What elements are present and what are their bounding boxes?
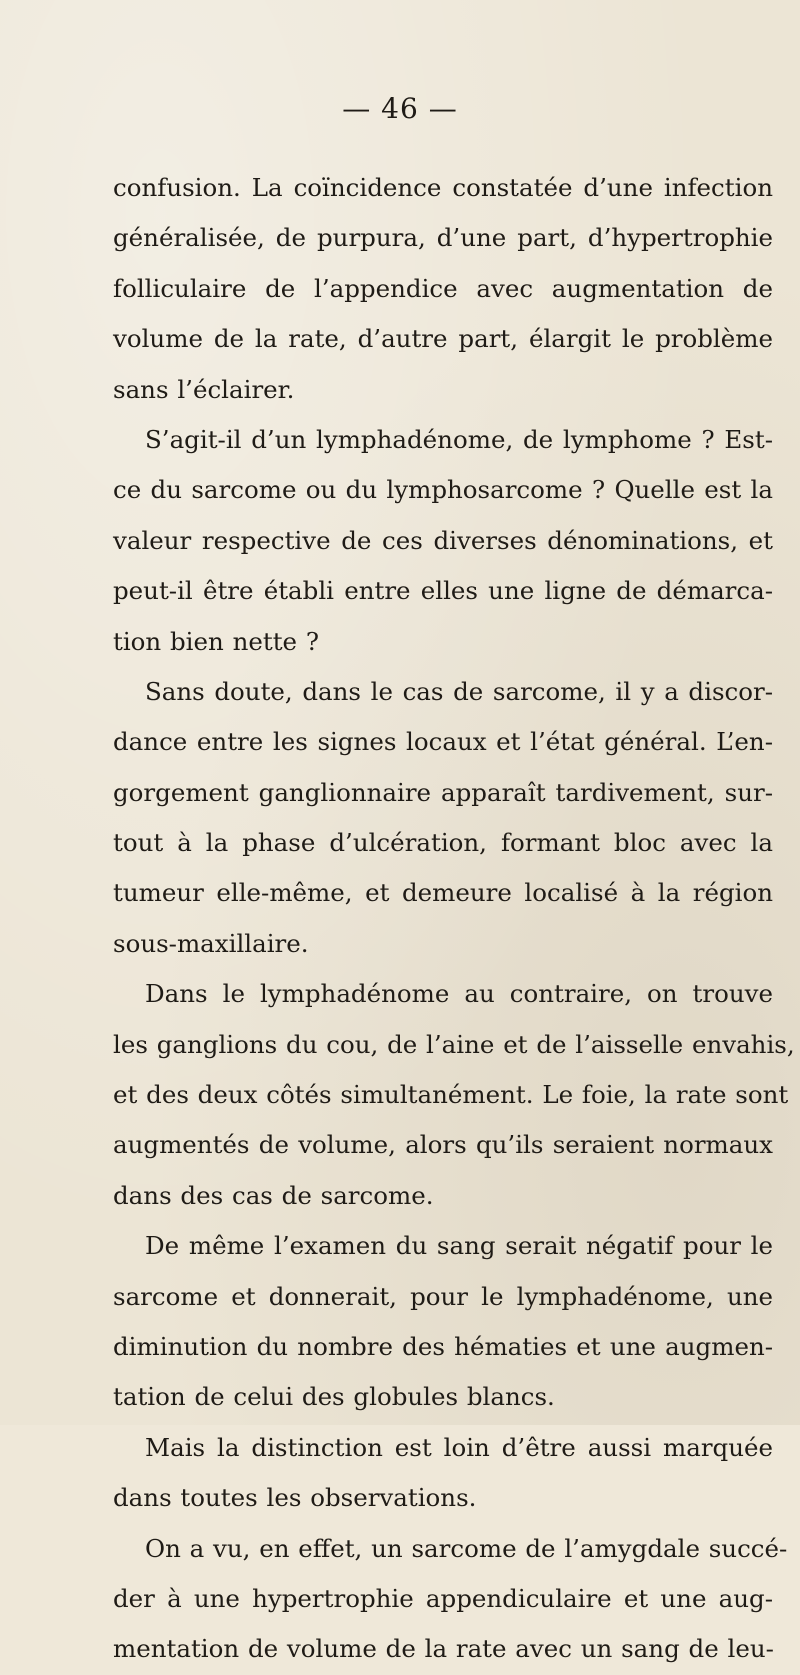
text-line: Dans le lymphadénome au contraire, on trouve	[145, 979, 773, 1009]
text-line: tumeur elle-même, et demeure localisé à la région	[113, 878, 773, 908]
text-line: généralisée, de purpura, d’une part, d’hypertrophie	[113, 223, 773, 253]
text-line: augmentés de volume, alors qu’ils seraient normaux	[113, 1130, 773, 1160]
text-line: diminution du nombre des hématies et une augmen-	[113, 1331, 773, 1361]
text-line: Sans doute, dans le cas de sarcome, il y a discor-	[145, 676, 773, 706]
text-line: volume de la rate, d’autre part, élargit le problème	[113, 324, 773, 354]
text-line: mentation de volume de la rate avec un sang de leu-	[113, 1634, 774, 1664]
text-line: sarcome et donnerait, pour le lymphadénome, une	[113, 1281, 773, 1311]
text-line: confusion. La coïncidence constatée d’une infection	[113, 173, 773, 202]
text-line: dans toutes les observations.	[113, 1483, 477, 1513]
text-line: tation de celui des globules blancs.	[113, 1382, 555, 1412]
text-line: sous-maxillaire.	[113, 928, 309, 958]
text-line: De même l’examen du sang serait négatif pour le	[145, 1231, 773, 1261]
body-text	[113, 163, 795, 1675]
text-line: ce du sarcome ou du lymphosarcome ? Quelle est la	[113, 475, 773, 505]
text-line: tion bien nette ?	[113, 626, 319, 656]
text-line: valeur respective de ces diverses dénominations, et	[113, 525, 773, 555]
text-line: On a vu, en effet, un sarcome de l’amygdale succé-	[145, 1533, 788, 1563]
text-line: gorgement ganglionnaire apparaît tardivement, sur-	[113, 777, 773, 807]
text-line: dans des cas de sarcome.	[113, 1180, 434, 1210]
text-line: tout à la phase d’ulcération, formant bloc avec la	[113, 828, 773, 858]
text-line: der à une hypertrophie appendiculaire et une aug-	[113, 1583, 773, 1613]
text-line: et des deux côtés simultanément. Le foie, la rate sont	[113, 1080, 789, 1110]
text-line: dance entre les signes locaux et l’état général. L’en-	[113, 727, 773, 757]
page-number: — 46 —	[342, 92, 458, 125]
text-line: S’agit-il d’un lymphadénome, de lymphome ? Est-	[145, 424, 773, 454]
text-line: sans l’éclairer.	[113, 374, 295, 404]
text-line: peut-il être établi entre elles une ligne de démarca-	[113, 576, 773, 606]
text-line: Mais la distinction est loin d’être aussi marquée	[145, 1432, 773, 1462]
text-line: les ganglions du cou, de l’aine et de l’aisselle envahis,	[113, 1029, 795, 1059]
text-line: folliculaire de l’appendice avec augmentation de	[113, 273, 773, 303]
